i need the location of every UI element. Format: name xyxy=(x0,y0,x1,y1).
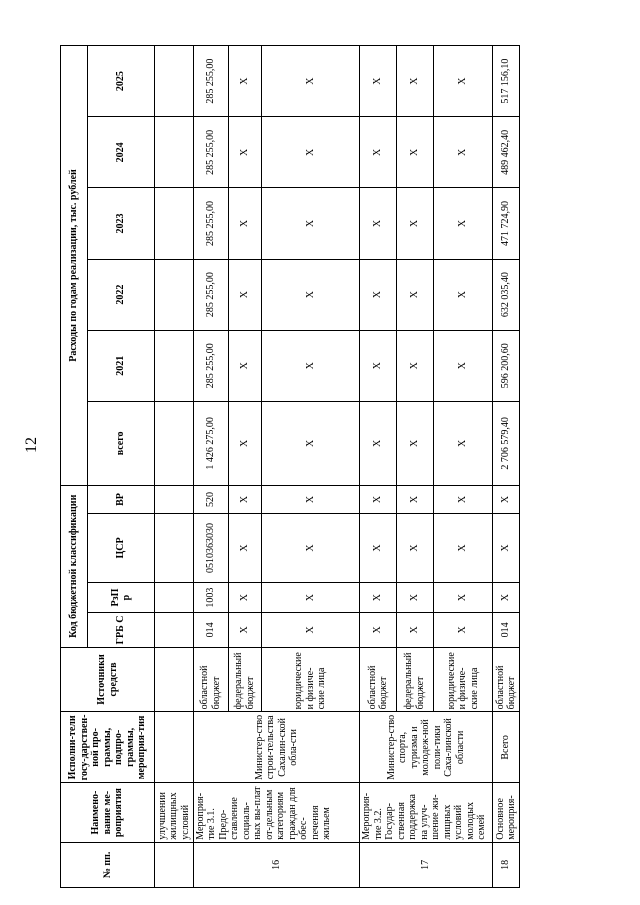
cell-2021: 285 255,00 xyxy=(193,330,228,401)
page-number: 12 xyxy=(23,437,40,453)
cell-total: Х xyxy=(396,401,433,485)
cell-2024: 285 255,00 xyxy=(193,117,228,188)
row16-source: юридические и физиче-ские лица xyxy=(261,647,360,712)
cell-2025: 285 255,00 xyxy=(193,46,228,117)
cell-2025: Х xyxy=(360,46,397,117)
header-executors: Исполни-тели госу-дарствен-ной про-граммы, подпро-граммы, мероприя-тия xyxy=(61,712,155,783)
cell-2022: Х xyxy=(360,259,397,330)
cell-2025: 517 156,10 xyxy=(493,46,520,117)
cell-2024: Х xyxy=(396,117,433,188)
cell-2021: Х xyxy=(261,330,360,401)
row17-source: областной бюджет xyxy=(360,647,397,712)
cell-2023: Х xyxy=(396,188,433,259)
cell-grbs: 014 xyxy=(193,613,228,647)
cell-grbs: Х xyxy=(396,613,433,647)
cell-2025: Х xyxy=(433,46,493,117)
cell-2022: Х xyxy=(396,259,433,330)
cell-total: Х xyxy=(228,401,261,485)
row16-num: 16 xyxy=(193,842,359,887)
header-sources: Источники средств xyxy=(61,647,155,712)
row18-source: областной бюджет xyxy=(493,647,520,712)
row16-source: областной бюджет xyxy=(193,647,228,712)
header-2024: 2024 xyxy=(87,117,155,188)
row17-source: федеральный бюджет xyxy=(396,647,433,712)
table-row xyxy=(155,46,194,888)
cell-csr: 0510363030 xyxy=(193,514,228,583)
table-row xyxy=(493,46,520,888)
cell-2023: Х xyxy=(433,188,493,259)
header-2022: 2022 xyxy=(87,259,155,330)
table-row xyxy=(360,46,397,888)
cell-grbs: Х xyxy=(433,613,493,647)
cell-2024: Х xyxy=(433,117,493,188)
header-vr: ВР xyxy=(87,485,155,513)
cell-2025: Х xyxy=(261,46,360,117)
cell-2021: Х xyxy=(360,330,397,401)
cell-2022: Х xyxy=(261,259,360,330)
cell-2024: Х xyxy=(261,117,360,188)
cell-2021: Х xyxy=(396,330,433,401)
cell-rzpr: Х xyxy=(261,582,360,612)
header-2025: 2025 xyxy=(87,46,155,117)
continuation-name: улучшении жилищных условий xyxy=(155,783,194,842)
header-code-group: Код бюджетной классификации xyxy=(61,485,88,647)
header-total: всего xyxy=(87,401,155,485)
cell-2022: 285 255,00 xyxy=(193,259,228,330)
cell-total: Х xyxy=(433,401,493,485)
header-rzpr: РзП р xyxy=(87,582,155,612)
cell-total: 2 706 579,40 xyxy=(493,401,520,485)
row16-name: Мероприя-тие 3.1. Предо-ставление социаль-ных вы-плат от-дельным категориям граждан для обес-печения жильем xyxy=(193,783,359,842)
cell-2024: Х xyxy=(360,117,397,188)
header-name: Наимено-вание ме-роприятия xyxy=(61,783,155,842)
cell-vr: Х xyxy=(433,485,493,513)
cell-total: Х xyxy=(360,401,397,485)
cell-grbs: Х xyxy=(228,613,261,647)
row16-executor: Министер-ство строи-тельства Сахалин-ской обла-сти xyxy=(193,712,359,783)
cell-rzpr: Х xyxy=(396,582,433,612)
cell-2025: Х xyxy=(396,46,433,117)
cell-vr: 520 xyxy=(193,485,228,513)
header-num: № пп. xyxy=(61,842,155,887)
header-csr: ЦСР xyxy=(87,514,155,583)
cell-2023: 471 724,90 xyxy=(493,188,520,259)
cell-csr: Х xyxy=(493,514,520,583)
cell-grbs: 014 xyxy=(493,613,520,647)
cell-rzpr: Х xyxy=(493,582,520,612)
cell-2021: Х xyxy=(228,330,261,401)
cell-2022: Х xyxy=(228,259,261,330)
cell-vr: Х xyxy=(360,485,397,513)
header-2023: 2023 xyxy=(87,188,155,259)
cell-vr: Х xyxy=(228,485,261,513)
cell-csr: Х xyxy=(261,514,360,583)
cell-csr: Х xyxy=(433,514,493,583)
cell-2024: Х xyxy=(228,117,261,188)
row17-source: юридические и физиче-ские лица xyxy=(433,647,493,712)
cell-2021: Х xyxy=(433,330,493,401)
cell-rzpr: Х xyxy=(360,582,397,612)
row17-num: 17 xyxy=(360,842,493,887)
cell-rzpr: Х xyxy=(228,582,261,612)
cell-2022: 632 035,40 xyxy=(493,259,520,330)
cell-2024: 489 462,40 xyxy=(493,117,520,188)
cell-2023: Х xyxy=(360,188,397,259)
header-2021: 2021 xyxy=(87,330,155,401)
cell-2022: Х xyxy=(433,259,493,330)
budget-table xyxy=(60,45,520,888)
cell-2023: 285 255,00 xyxy=(193,188,228,259)
cell-2023: Х xyxy=(261,188,360,259)
row18-executor: Всего xyxy=(493,712,520,783)
cell-2025: Х xyxy=(228,46,261,117)
cell-vr: Х xyxy=(493,485,520,513)
table-row xyxy=(193,46,228,888)
cell-csr: Х xyxy=(228,514,261,583)
header-grbs: ГРБ С xyxy=(87,613,155,647)
header-expenses-group: Расходы по годам реализации, тыс. рублей xyxy=(61,46,88,486)
cell-grbs: Х xyxy=(360,613,397,647)
cell-2021: 596 200,60 xyxy=(493,330,520,401)
row17-name: Мероприя-тие 3.2. Государ-ственная поддержка на улуч-шение жи-лищных условий молодых семей xyxy=(360,783,493,842)
row16-source: федеральный бюджет xyxy=(228,647,261,712)
cell-csr: Х xyxy=(396,514,433,583)
cell-vr: Х xyxy=(396,485,433,513)
cell-rzpr: 1003 xyxy=(193,582,228,612)
cell-total: 1 426 275,00 xyxy=(193,401,228,485)
cell-vr: Х xyxy=(261,485,360,513)
rotated-table-wrapper xyxy=(60,45,520,888)
cell-csr: Х xyxy=(360,514,397,583)
cell-rzpr: Х xyxy=(433,582,493,612)
row18-num: 18 xyxy=(493,842,520,887)
row18-name: Основное мероприя- xyxy=(493,783,520,842)
cell-2023: Х xyxy=(228,188,261,259)
row17-executor: Министер-ство спорта, туризма и молодеж-ной поли-тики Саха-линской области xyxy=(360,712,493,783)
cell-grbs: Х xyxy=(261,613,360,647)
cell-total: Х xyxy=(261,401,360,485)
